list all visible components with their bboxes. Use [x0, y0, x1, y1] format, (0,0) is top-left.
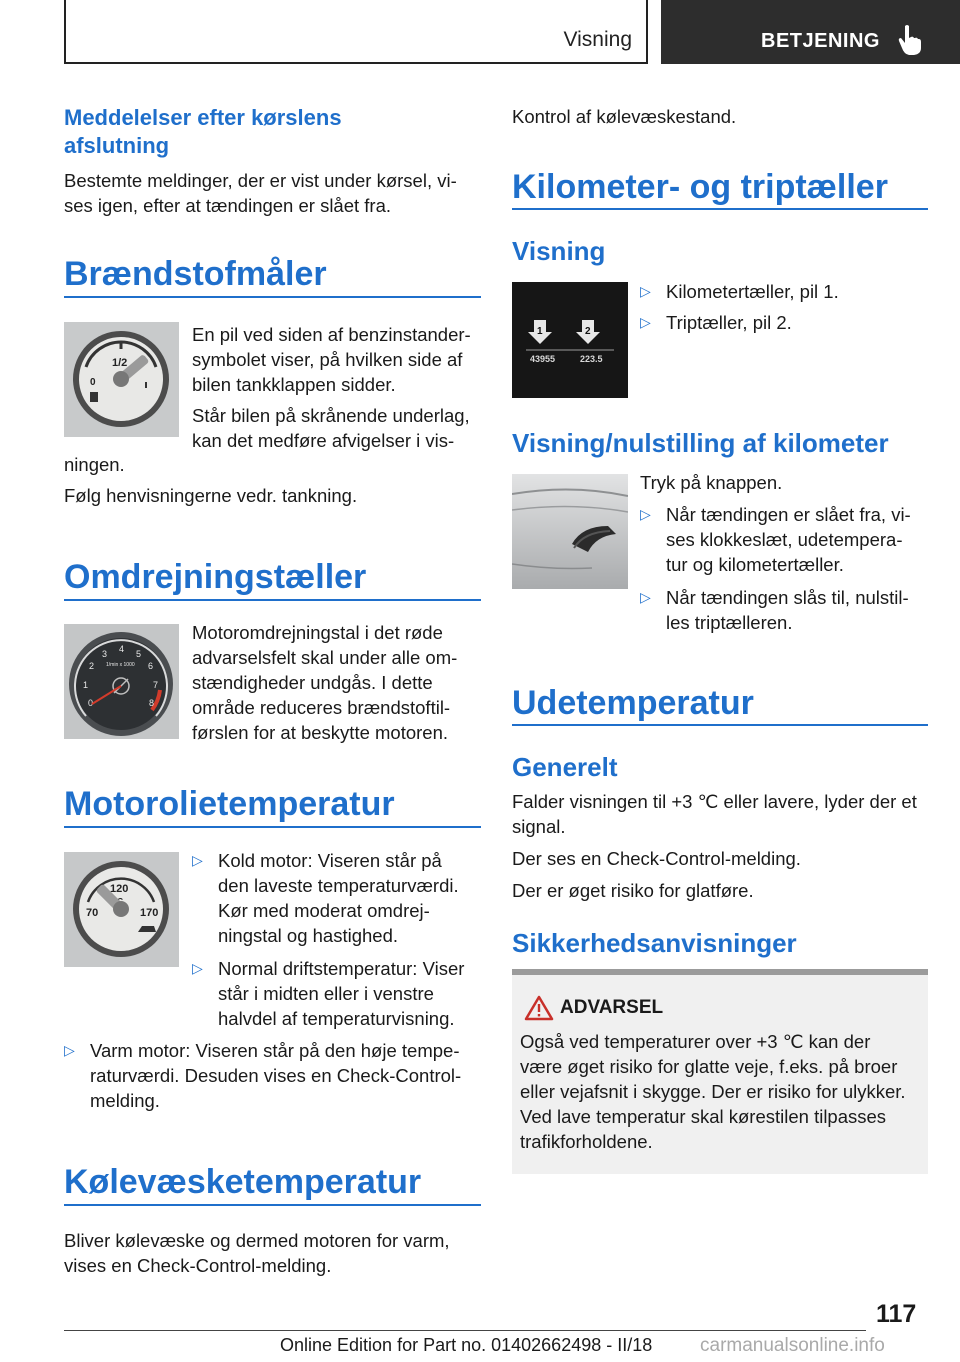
- svg-text:8: 8: [149, 698, 155, 708]
- warning-box: [512, 969, 928, 1174]
- oil-temp-heading: Motorolietemperatur: [64, 785, 395, 823]
- svg-text:0: 0: [88, 698, 94, 708]
- odometer-heading: Kilometer- og triptæller: [512, 168, 888, 206]
- rpm-text: Motoromdrejningstal i det røde advarselsfelt skal under alle om- stændigheder undgås. I dette område reduceres brændstoftil- førslen for at beskytte motoren.: [192, 622, 458, 743]
- fuel-gauge-image: [64, 322, 179, 437]
- warning-text: Også ved temperaturer over +3 ℃ kan der være øget risiko for glatte veje, f.eks. på broer eller vejafsnit i skygge. Der er risiko for ulykker. Ved lave temperatur skal kørestilen tilpasses trafikforholdene.: [520, 1031, 906, 1152]
- footer-edition: Online Edition for Part no. 01402662498 - II/18: [280, 1335, 653, 1355]
- triangle-bullet-icon: ▷: [192, 852, 203, 868]
- header-chapter-title: BETJENING: [761, 30, 880, 52]
- fuel-gauge-heading: Brændstofmåler: [64, 255, 327, 293]
- meddelelser-body: Bestemte meldinger, der er vist under kørsel, vi- ses igen, efter at tændingen er slået fra.: [64, 170, 457, 216]
- generelt-subheading: Generelt: [512, 752, 618, 782]
- header-section-title: Visning: [563, 28, 632, 51]
- svg-text:170: 170: [140, 907, 159, 919]
- generelt-text: Falder visningen til +3 ℃ eller lavere, lyder der et signal. Der ses en Check-Control-melding. Der er øget risiko for glatføre.: [512, 791, 917, 901]
- svg-text:7: 7: [153, 680, 159, 690]
- svg-text:2: 2: [89, 661, 95, 671]
- fuel-gauge-text-wrap: ningen. Følg henvisningerne vedr. tankning.: [64, 454, 358, 506]
- footer-rule: [64, 1330, 866, 1331]
- svg-text:223.5: 223.5: [580, 354, 603, 364]
- triangle-bullet-icon: ▷: [640, 314, 651, 330]
- section-rule: [64, 296, 481, 298]
- svg-text:6: 6: [148, 661, 154, 671]
- rpm-heading: Omdrejningstæller: [64, 558, 367, 596]
- coolant-continued-text: Kontrol af kølevæskestand.: [512, 106, 737, 127]
- triangle-bullet-icon: ▷: [640, 506, 651, 522]
- reset-intro: Tryk på knappen.: [640, 472, 783, 493]
- meddelelser-heading: Meddelelser efter kørslens afslutning: [64, 105, 342, 158]
- tachometer-image: [64, 624, 179, 739]
- triangle-bullet-icon: ▷: [640, 283, 651, 299]
- svg-text:1/min x 1000: 1/min x 1000: [106, 662, 135, 668]
- svg-text:2: 2: [585, 326, 591, 337]
- visning-subheading: Visning: [512, 236, 606, 266]
- section-rule: [512, 724, 928, 726]
- reset-subheading: Visning/nulstilling af kilometer: [512, 428, 889, 458]
- coolant-temp-text: Bliver kølevæske og dermed motoren for varm, vises en Check-Control-melding.: [64, 1230, 450, 1276]
- header-chapter-tab: [661, 0, 960, 64]
- warning-triangle-icon: [524, 995, 554, 1021]
- reset-button-image: [512, 474, 628, 589]
- svg-text:1: 1: [537, 326, 543, 337]
- svg-text:1: 1: [83, 680, 89, 690]
- section-rule: [64, 1204, 481, 1206]
- svg-text:43955: 43955: [530, 354, 556, 364]
- outside-temp-heading: Udetemperatur: [512, 684, 754, 722]
- svg-text:120: 120: [110, 883, 129, 895]
- page-number: 117: [876, 1300, 917, 1328]
- warning-label: ADVARSEL: [560, 997, 664, 1018]
- svg-text:4: 4: [119, 644, 125, 654]
- svg-text:1/2: 1/2: [112, 357, 128, 369]
- pointing-hand-icon: [897, 24, 923, 56]
- svg-text:0: 0: [90, 377, 96, 388]
- section-rule: [512, 208, 928, 210]
- oil-temp-gauge-image: [64, 852, 179, 967]
- svg-text:3: 3: [102, 649, 108, 659]
- triangle-bullet-icon: ▷: [192, 960, 203, 976]
- fuel-gauge-text: En pil ved siden af benzinstander- symbolet viser, på hvilken side af bilen tankklappen sidder. Står bilen på skrånende underlag, kan det medføre afvigelser i vis-: [192, 324, 471, 451]
- header-section-tab: [64, 0, 648, 64]
- coolant-temp-heading: Kølevæsketemperatur: [64, 1163, 422, 1201]
- svg-text:5: 5: [136, 649, 142, 659]
- warning-bar: [512, 969, 928, 975]
- watermark: carmanualsonline.info: [700, 1335, 885, 1356]
- svg-text:70: 70: [86, 907, 99, 919]
- section-rule: [64, 599, 481, 601]
- safety-subheading: Sikkerhedsanvisninger: [512, 928, 797, 958]
- triangle-bullet-icon: ▷: [640, 589, 651, 605]
- section-rule: [64, 826, 481, 828]
- odometer-display-image: [512, 282, 628, 398]
- triangle-bullet-icon: ▷: [64, 1042, 75, 1058]
